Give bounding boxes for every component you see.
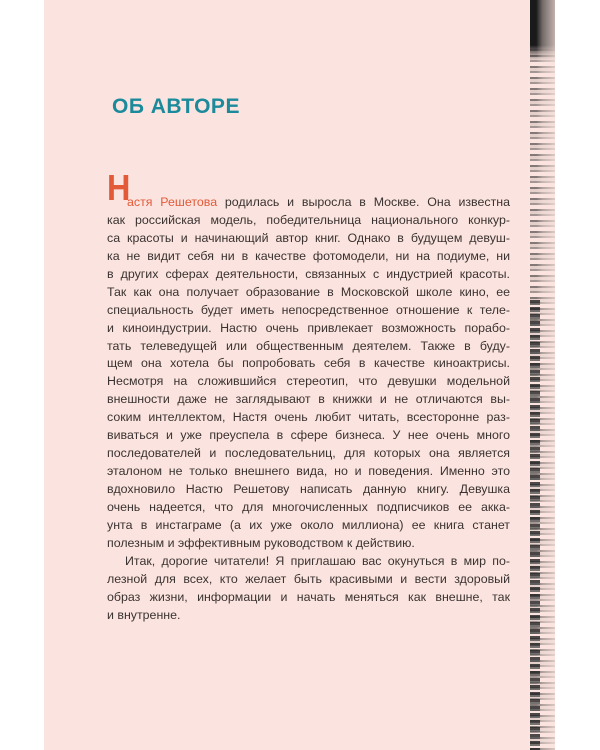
author-bio-text <box>107 194 510 625</box>
page-title: ОБ АВТОРЕ <box>112 95 240 118</box>
text-line: очень надеется, что для многочисленных подписчиков ее акка- <box>107 499 510 514</box>
text-span: родилась и выросла в Москве. Она известна <box>217 195 510 209</box>
text-line: ка не видит себя ни в качестве фотомодели, ни на подиуме, ни <box>107 248 510 263</box>
text-line: полезным и эффективным руководством к действию. <box>107 535 415 550</box>
text-line: лезной для всех, кто желает быть красивыми и вести здоровый <box>107 571 510 586</box>
text-line: эталоном не только внешнего вида, но и поведения. Именно это <box>107 464 510 479</box>
text-line: са красоты и начинающий автор книг. Однако в будущем девуш- <box>107 230 510 245</box>
text-line: унта в инстаграме (а их уже около миллиона) ее книга станет <box>107 517 510 532</box>
brush-stroke-texture <box>530 300 540 750</box>
author-name: астя Решетова <box>127 195 218 209</box>
text-line: Несмотря на сложившийся стереотип, что девушки модельной <box>107 374 510 389</box>
text-line: образ жизни, информации и начать меняться как внешне, так <box>107 589 510 604</box>
text-line: последователей и последовательниц, для которых она является <box>107 446 510 461</box>
drop-cap: Н <box>107 167 131 208</box>
paragraph-1 <box>107 212 510 553</box>
text-line: виваться и уже преуспела в сфере бизнеса. У нее очень много <box>107 428 510 443</box>
text-line: в других сферах деятельности, связанных с индустрией красоты. <box>107 266 510 281</box>
text-line: вдохновило Настю Решетову написать данную книгу. Девушка <box>107 482 510 496</box>
text-line: и внутренне. <box>107 607 181 622</box>
text-line: щем она хотела бы попробовать себя в качестве киноактрисы. <box>107 356 510 371</box>
text-line: Итак, дорогие читатели! Я приглашаю вас окунуться в мир по- <box>125 553 510 568</box>
text-line: как российская модель, победительница национального конкур- <box>107 212 510 227</box>
text-line: соким интеллектом, Настя очень любит читать, всесторонне раз- <box>107 410 510 425</box>
text-line: тать телеведущей или общественным деятелем. Также в буду- <box>107 338 510 353</box>
text-line: и киноиндустрии. Настю очень привлекает возможность порабо- <box>107 320 510 335</box>
text-line: внешности даже не заглядывают в книжки и не отличаются вы- <box>107 392 510 407</box>
text-line: специальность будет иметь непосредственное отношение к теле- <box>107 302 510 317</box>
paragraph-2 <box>107 553 510 625</box>
text-line: Так как она получает образование в Московской школе кино, ее <box>107 284 510 299</box>
text-line <box>107 194 510 212</box>
